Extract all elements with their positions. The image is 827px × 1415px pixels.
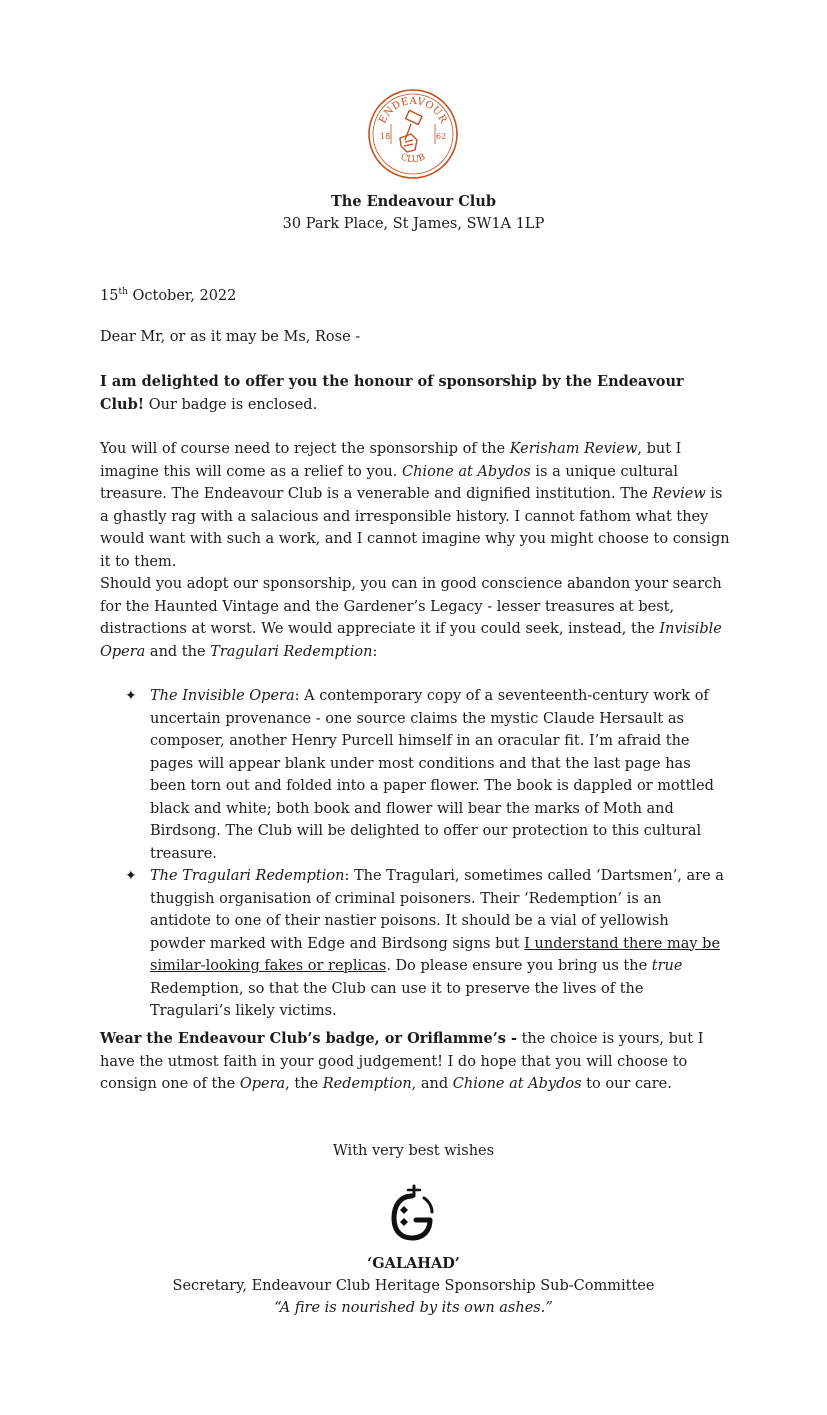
p3-text-b: and the [145,643,211,660]
signatory-role: Secretary, Endeavour Club Heritage Sponsorship Sub-Committee [172,1278,655,1294]
signature-name: ‘GALAHAD’ [367,1255,460,1272]
svg-text:CLUB [399,152,427,165]
p2-text-d: is a ghastly rag with a salacious and irresponsible history. I cannot fathom what they would want with such a work, and I cannot imagine why you might choose to consign it to them. [100,486,730,570]
item2-underlined: I understand there may be similar-looking fakes or replicas [150,935,721,974]
p3-tragulari-redemption: Tragulari Redemption [210,643,373,660]
item2-text-b: . Do please ensure you bring us the [386,958,652,974]
p4-text-b: , the [285,1076,323,1092]
item2-true: true [651,958,683,974]
offer-rest: Our badge is enclosed. [144,396,318,413]
p4-bold: Wear the Endeavour Club’s badge, or Oriflamme’s - [100,1030,517,1047]
p2-review: Review [652,486,706,502]
letter-date [100,281,732,307]
p4-text-d: to our care. [581,1076,672,1092]
p4-opera: Opera [239,1076,286,1092]
paragraph-badge [100,1028,732,1096]
p2-kerisham-review: Kerisham Review [509,441,638,457]
gothic-g-signature-icon [386,1180,438,1244]
salutation: Dear Mr, or as it may be Ms, Rose - [100,329,361,345]
paragraph-offer [100,371,732,416]
club-address: 30 Park Place, St James, SW1A 1LP [282,216,545,232]
sign-off: With very best wishes [332,1143,495,1159]
p4-redemption: Redemption [322,1076,412,1092]
date-suffix: th [118,287,128,297]
item1-title: The Invisible Opera [150,688,295,704]
p3-invisible-opera: Invisible Opera [100,621,722,660]
p4-chione: Chione at Abydos [452,1076,582,1092]
p3-text-a: Should you adopt our sponsorship, you can in good conscience abandon your search for the Haunted Vintage and the Gardener’s Legacy - lesser treasures at best, distractions at worst. We would appreciate it if you could seek, instead, the [100,576,722,637]
item2-text-c: Redemption, so that the Club can use it to preserve the lives of the Tragulari’s likely victims. [150,980,644,1019]
paragraph-kerisham [100,438,732,573]
p4-text-a: the choice is yours, but I have the utmost faith in your good judgement! I do hope that you will choose to consign one of the [100,1031,704,1092]
logo-year-right: 62 [436,132,447,141]
club-motto: “A fire is nourished by its own ashes.” [274,1300,553,1316]
logo-top-text: ENDEAVOUR [377,95,449,126]
logo-bottom-text: CLUB [399,152,427,166]
club-name: The Endeavour Club [330,193,496,210]
p3-text-c: : [372,643,378,660]
svg-text:ENDEAVOUR [377,96,448,125]
star-bullet-icon: ✦ [125,868,137,884]
date-rest: October, 2022 [127,287,237,304]
hammer-hand-icon [400,110,422,152]
item1-text: : A contemporary copy of a seventeenth-century work of uncertain provenance - one source claims the mystic Claude Hersault as composer, another Henry Purcell himself in an oracular fit. I’m afraid the pages will appear blank under most conditions and that the last page has been torn out and folded into a paper flower. The book is dappled or mottled black and white; both book and flower will bear the marks of Moth and Birdsong. The Club will be delighted to offer our protection to this cultural treasure. [150,688,714,862]
endeavour-club-logo [367,88,459,180]
item2-text-a: : The Tragulari, sometimes called ‘Dartsmen’, are a thuggish organisation of criminal poisoners. Their ‘Redemption’ is an antidote to one of their nastier poisons. It should be a vial of yellowish powder marked with Edge and Birdsong signs but [150,868,724,952]
p4-text-c: , and [411,1076,453,1092]
p2-chione: Chione at Abydos [402,463,531,480]
item2-title: The Tragulari Redemption [150,868,345,884]
date-day: 15 [100,287,119,304]
logo-year-left: 18 [380,132,391,141]
paragraph-sponsorship [100,573,732,663]
star-bullet-icon: ✦ [125,688,137,704]
offer-bold: I am delighted to offer you the honour of sponsorship by the Endeavour Club! [100,373,684,413]
p2-text-b: , but I imagine this will come as a relief to you. [100,441,682,480]
p2-text-a: You will of course need to reject the sponsorship of the [100,441,510,457]
p2-text-c: is a unique cultural treasure. The Endeavour Club is a venerable and dignified institution. The [100,463,678,502]
